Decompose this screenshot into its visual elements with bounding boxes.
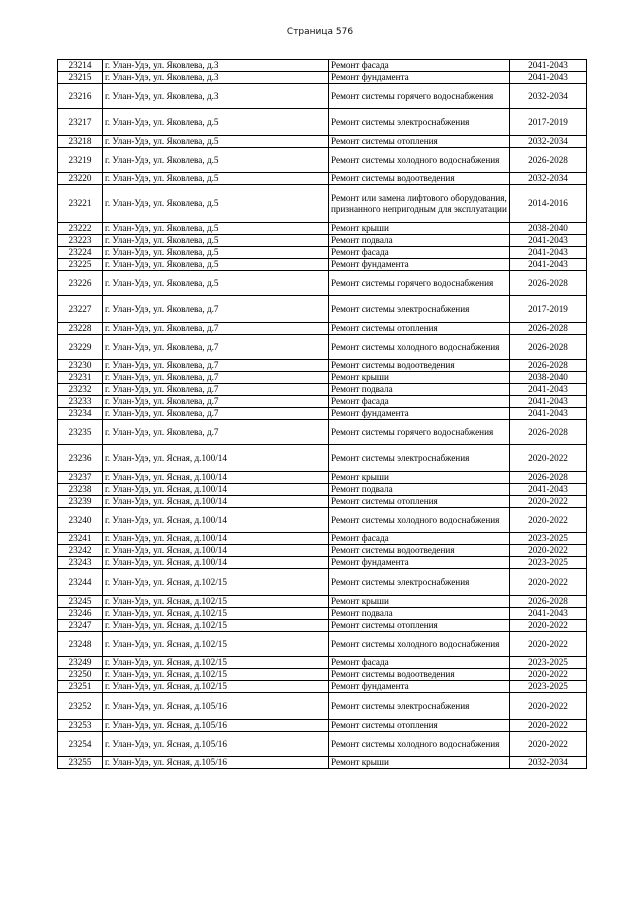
row-work-type: Ремонт системы горячего водоснабжения [329,84,510,109]
table-row [58,84,587,109]
row-number: 23218 [58,136,103,148]
row-work-type: Ремонт фундамента [329,259,510,271]
row-period: 2041-2043 [510,235,587,247]
row-number: 23223 [58,235,103,247]
row-address: г. Улан-Удэ, ул. Ясная, д.102/15 [103,657,329,669]
table-row [58,620,587,632]
row-number: 23228 [58,323,103,335]
row-number: 23248 [58,632,103,657]
table-row [58,508,587,533]
row-address: г. Улан-Удэ, ул. Ясная, д.102/15 [103,632,329,657]
row-address: г. Улан-Удэ, ул. Яковлева, д.7 [103,396,329,408]
row-work-type: Ремонт подвала [329,384,510,396]
row-period: 2041-2043 [510,484,587,496]
row-address: г. Улан-Удэ, ул. Ясная, д.102/15 [103,669,329,681]
table-row [58,60,587,72]
row-address: г. Улан-Удэ, ул. Ясная, д.100/14 [103,484,329,496]
row-period: 2038-2040 [510,223,587,235]
table-row [58,569,587,596]
row-period: 2020-2022 [510,545,587,557]
row-period: 2026-2028 [510,148,587,173]
row-address: г. Улан-Удэ, ул. Ясная, д.102/15 [103,608,329,620]
row-address: г. Улан-Удэ, ул. Яковлева, д.3 [103,60,329,72]
row-work-type: Ремонт системы холодного водоснабжения [329,732,510,757]
row-address: г. Улан-Удэ, ул. Яковлева, д.5 [103,136,329,148]
table-row [58,109,587,136]
row-number: 23246 [58,608,103,620]
row-work-type: Ремонт фасада [329,657,510,669]
row-work-type: Ремонт подвала [329,484,510,496]
row-number: 23217 [58,109,103,136]
row-work-type: Ремонт системы электроснабжения [329,569,510,596]
row-period: 2041-2043 [510,60,587,72]
row-number: 23215 [58,72,103,84]
row-address: г. Улан-Удэ, ул. Яковлева, д.7 [103,408,329,420]
row-number: 23236 [58,445,103,472]
table-row [58,148,587,173]
row-period: 2020-2022 [510,669,587,681]
row-number: 23224 [58,247,103,259]
row-address: г. Улан-Удэ, ул. Ясная, д.102/15 [103,681,329,693]
row-address: г. Улан-Удэ, ул. Ясная, д.100/14 [103,557,329,569]
row-work-type: Ремонт системы водоотведения [329,360,510,372]
row-address: г. Улан-Удэ, ул. Яковлева, д.5 [103,185,329,223]
row-work-type: Ремонт фасада [329,247,510,259]
row-address: г. Улан-Удэ, ул. Ясная, д.100/14 [103,533,329,545]
row-work-type: Ремонт фасада [329,396,510,408]
row-work-type: Ремонт системы горячего водоснабжения [329,420,510,445]
table-row [58,657,587,669]
row-address: г. Улан-Удэ, ул. Яковлева, д.3 [103,72,329,84]
row-work-type: Ремонт фундамента [329,72,510,84]
row-number: 23238 [58,484,103,496]
row-number: 23232 [58,384,103,396]
row-number: 23243 [58,557,103,569]
table-row [58,173,587,185]
row-number: 23229 [58,335,103,360]
row-address: г. Улан-Удэ, ул. Яковлева, д.5 [103,247,329,259]
row-address: г. Улан-Удэ, ул. Яковлева, д.7 [103,335,329,360]
row-address: г. Улан-Удэ, ул. Ясная, д.100/14 [103,445,329,472]
row-address: г. Улан-Удэ, ул. Ясная, д.100/14 [103,508,329,533]
row-number: 23221 [58,185,103,223]
row-period: 2041-2043 [510,384,587,396]
row-work-type: Ремонт системы отопления [329,496,510,508]
row-period: 2014-2016 [510,185,587,223]
row-number: 23240 [58,508,103,533]
row-work-type: Ремонт системы отопления [329,620,510,632]
row-period: 2038-2040 [510,372,587,384]
row-work-type: Ремонт системы горячего водоснабжения [329,271,510,296]
row-period: 2041-2043 [510,259,587,271]
row-period: 2020-2022 [510,720,587,732]
row-period: 2017-2019 [510,296,587,323]
table-row [58,384,587,396]
row-period: 2041-2043 [510,72,587,84]
row-work-type: Ремонт фундамента [329,557,510,569]
row-period: 2020-2022 [510,632,587,657]
row-work-type: Ремонт системы водоотведения [329,669,510,681]
row-period: 2026-2028 [510,596,587,608]
row-address: г. Улан-Удэ, ул. Яковлева, д.7 [103,360,329,372]
row-address: г. Улан-Удэ, ул. Ясная, д.100/14 [103,496,329,508]
table-row [58,335,587,360]
table-row [58,296,587,323]
row-address: г. Улан-Удэ, ул. Ясная, д.105/16 [103,720,329,732]
table-row [58,496,587,508]
row-number: 23252 [58,693,103,720]
row-period: 2023-2025 [510,533,587,545]
row-work-type: Ремонт фундамента [329,681,510,693]
page-header: Страница 576 [286,27,354,37]
row-work-type: Ремонт системы холодного водоснабжения [329,335,510,360]
row-address: г. Улан-Удэ, ул. Ясная, д.102/15 [103,569,329,596]
row-address: г. Улан-Удэ, ул. Ясная, д.105/16 [103,732,329,757]
row-work-type: Ремонт фасада [329,60,510,72]
row-number: 23226 [58,271,103,296]
row-period: 2041-2043 [510,396,587,408]
row-period: 2020-2022 [510,620,587,632]
table-row [58,72,587,84]
row-number: 23254 [58,732,103,757]
row-address: г. Улан-Удэ, ул. Яковлева, д.7 [103,296,329,323]
row-work-type: Ремонт системы водоотведения [329,545,510,557]
row-period: 2041-2043 [510,408,587,420]
row-period: 2020-2022 [510,445,587,472]
row-address: г. Улан-Удэ, ул. Яковлева, д.7 [103,420,329,445]
table-row [58,408,587,420]
row-number: 23225 [58,259,103,271]
row-period: 2023-2025 [510,557,587,569]
table-row [58,372,587,384]
row-period: 2023-2025 [510,681,587,693]
row-period: 2032-2034 [510,136,587,148]
row-period: 2020-2022 [510,693,587,720]
row-work-type: Ремонт системы водоотведения [329,173,510,185]
row-period: 2041-2043 [510,247,587,259]
row-address: г. Улан-Удэ, ул. Ясная, д.100/14 [103,545,329,557]
row-number: 23253 [58,720,103,732]
table-row [58,608,587,620]
row-number: 23239 [58,496,103,508]
row-number: 23214 [58,60,103,72]
row-period: 2026-2028 [510,335,587,360]
row-number: 23230 [58,360,103,372]
row-work-type: Ремонт системы электроснабжения [329,109,510,136]
row-address: г. Улан-Удэ, ул. Яковлева, д.5 [103,223,329,235]
row-work-type: Ремонт системы холодного водоснабжения [329,508,510,533]
row-address: г. Улан-Удэ, ул. Яковлева, д.5 [103,259,329,271]
row-work-type: Ремонт фасада [329,533,510,545]
row-address: г. Улан-Удэ, ул. Ясная, д.100/14 [103,472,329,484]
row-period: 2041-2043 [510,608,587,620]
row-address: г. Улан-Удэ, ул. Яковлева, д.5 [103,173,329,185]
row-address: г. Улан-Удэ, ул. Яковлева, д.5 [103,235,329,247]
row-work-type: Ремонт системы электроснабжения [329,693,510,720]
row-period: 2023-2025 [510,657,587,669]
table-row [58,545,587,557]
row-number: 23255 [58,757,103,769]
row-work-type: Ремонт системы отопления [329,136,510,148]
row-number: 23227 [58,296,103,323]
row-period: 2020-2022 [510,569,587,596]
row-work-type: Ремонт крыши [329,757,510,769]
table-row [58,669,587,681]
row-period: 2032-2034 [510,173,587,185]
row-number: 23244 [58,569,103,596]
row-work-type: Ремонт крыши [329,372,510,384]
row-number: 23241 [58,533,103,545]
table-row [58,720,587,732]
row-work-type: Ремонт крыши [329,596,510,608]
row-work-type: Ремонт или замена лифтового оборудования, признанного непригодным для эксплуатации [329,185,510,223]
row-work-type: Ремонт системы холодного водоснабжения [329,632,510,657]
row-number: 23237 [58,472,103,484]
row-number: 23251 [58,681,103,693]
row-period: 2020-2022 [510,508,587,533]
row-address: г. Улан-Удэ, ул. Яковлева, д.3 [103,84,329,109]
row-period: 2020-2022 [510,732,587,757]
row-number: 23216 [58,84,103,109]
row-work-type: Ремонт подвала [329,235,510,247]
table-body [58,60,587,769]
row-work-type: Ремонт крыши [329,472,510,484]
row-number: 23235 [58,420,103,445]
row-work-type: Ремонт системы отопления [329,720,510,732]
table-row [58,533,587,545]
row-address: г. Улан-Удэ, ул. Яковлева, д.7 [103,384,329,396]
row-address: г. Улан-Удэ, ул. Ясная, д.102/15 [103,620,329,632]
table-row [58,323,587,335]
row-number: 23242 [58,545,103,557]
row-period: 2026-2028 [510,323,587,335]
row-address: г. Улан-Удэ, ул. Яковлева, д.5 [103,148,329,173]
table-row [58,235,587,247]
table-row [58,732,587,757]
row-work-type: Ремонт системы электроснабжения [329,296,510,323]
table-row [58,271,587,296]
table-row [58,247,587,259]
table-row [58,757,587,769]
row-number: 23247 [58,620,103,632]
table-row [58,136,587,148]
table-row [58,557,587,569]
row-number: 23250 [58,669,103,681]
row-work-type: Ремонт системы холодного водоснабжения [329,148,510,173]
repair-schedule-table [57,59,587,769]
row-period: 2026-2028 [510,360,587,372]
row-number: 23220 [58,173,103,185]
row-address: г. Улан-Удэ, ул. Яковлева, д.5 [103,109,329,136]
row-address: г. Улан-Удэ, ул. Яковлева, д.5 [103,271,329,296]
row-period: 2020-2022 [510,496,587,508]
table-row [58,185,587,223]
row-work-type: Ремонт подвала [329,608,510,620]
row-number: 23233 [58,396,103,408]
row-number: 23245 [58,596,103,608]
table-row [58,681,587,693]
table-row [58,472,587,484]
row-period: 2026-2028 [510,420,587,445]
row-period: 2026-2028 [510,472,587,484]
row-period: 2026-2028 [510,271,587,296]
row-address: г. Улан-Удэ, ул. Ясная, д.105/16 [103,693,329,720]
table-row [58,632,587,657]
row-work-type: Ремонт системы отопления [329,323,510,335]
table-row [58,445,587,472]
row-number: 23219 [58,148,103,173]
row-number: 23222 [58,223,103,235]
row-address: г. Улан-Удэ, ул. Яковлева, д.7 [103,323,329,335]
row-work-type: Ремонт системы электроснабжения [329,445,510,472]
table-row [58,693,587,720]
row-number: 23231 [58,372,103,384]
row-address: г. Улан-Удэ, ул. Ясная, д.105/16 [103,757,329,769]
table-row [58,484,587,496]
row-period: 2032-2034 [510,84,587,109]
row-address: г. Улан-Удэ, ул. Ясная, д.102/15 [103,596,329,608]
row-work-type: Ремонт крыши [329,223,510,235]
table-row [58,360,587,372]
table-row [58,420,587,445]
table-row [58,223,587,235]
table-row [58,596,587,608]
row-number: 23249 [58,657,103,669]
table-row [58,259,587,271]
row-work-type: Ремонт фундамента [329,408,510,420]
table-row [58,396,587,408]
row-period: 2032-2034 [510,757,587,769]
row-address: г. Улан-Удэ, ул. Яковлева, д.7 [103,372,329,384]
row-period: 2017-2019 [510,109,587,136]
row-number: 23234 [58,408,103,420]
